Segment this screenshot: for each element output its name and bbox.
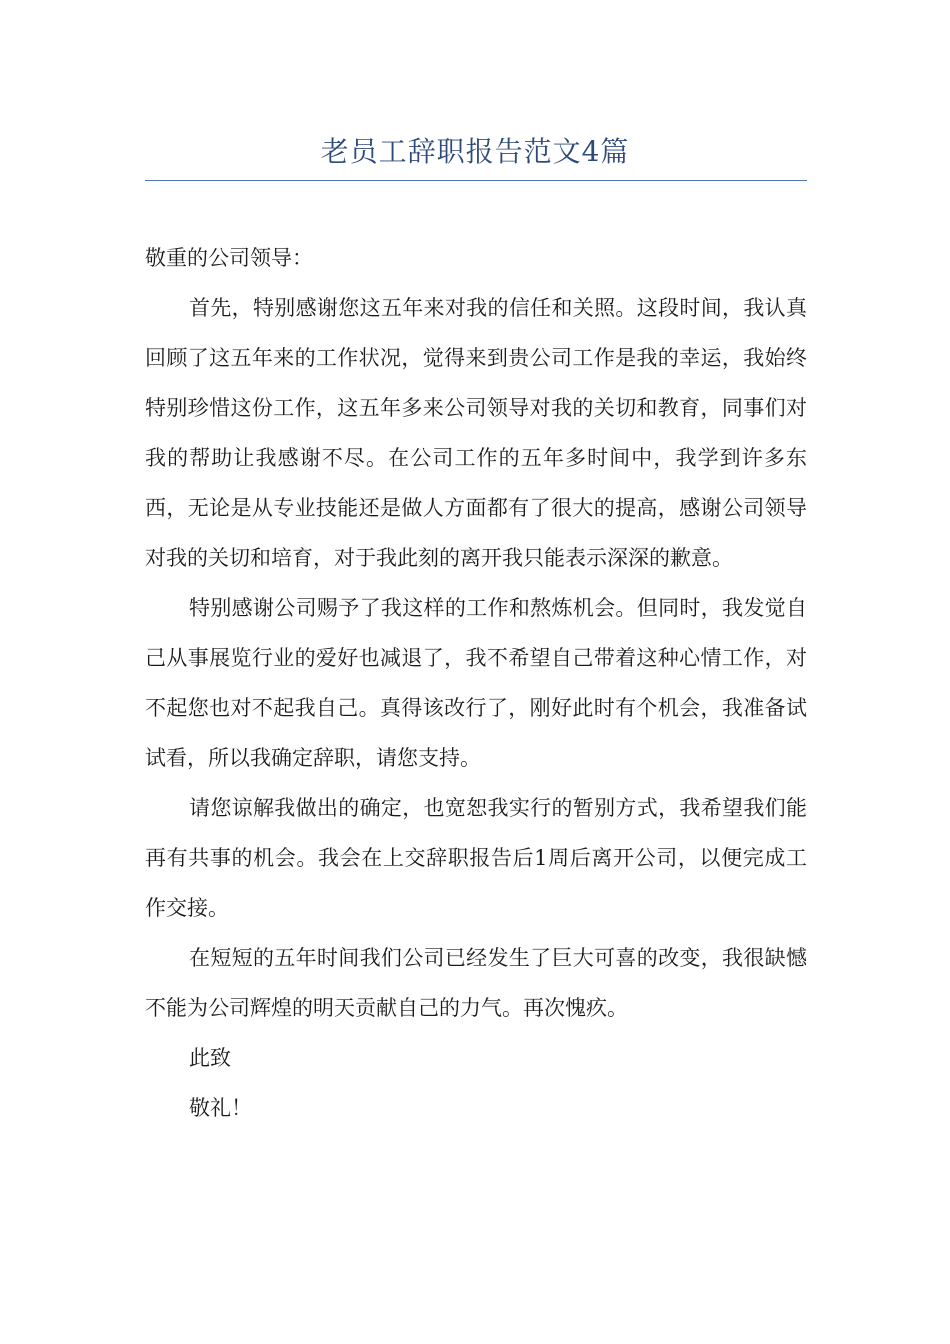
paragraph-4: 在短短的五年时间我们公司已经发生了巨大可喜的改变，我很缺憾不能为公司辉煌的明天贡献自己的力气。再次愧疚。: [145, 946, 807, 1020]
document-body: [145, 233, 807, 1133]
paragraph-3: 请您谅解我做出的确定，也宽恕我实行的暂别方式，我希望我们能再有共事的机会。我会在上交辞职报告后1周后离开公司，以便完成工作交接。: [145, 796, 807, 920]
document-title: 老员工辞职报告范文4篇: [320, 135, 630, 168]
closing-jingli: 敬礼！: [189, 1096, 252, 1120]
closing-cizhi: 此致: [189, 1046, 231, 1070]
paragraph-2: 特别感谢公司赐予了我这样的工作和熬炼机会。但同时，我发觉自己从事展览行业的爱好也减退了，我不希望自己带着这种心情工作，对不起您也对不起我自己。真得该改行了，刚好此时有个机会，我准备试试看，所以我确定辞职，请您支持。: [145, 596, 807, 770]
title-underline: [145, 180, 807, 181]
salutation: 敬重的公司领导：: [145, 246, 313, 270]
paragraph-1: 首先，特别感谢您这五年来对我的信任和关照。这段时间，我认真回顾了这五年来的工作状况，觉得来到贵公司工作是我的幸运，我始终特别珍惜这份工作，这五年多来公司领导对我的关切和教育，同事们对我的帮助让我感谢不尽。在公司工作的五年多时间中，我学到许多东西，无论是从专业技能还是做人方面都有了很大的提高，感谢公司领导对我的关切和培育，对于我此刻的离开我只能表示深深的歉意。: [145, 296, 807, 570]
